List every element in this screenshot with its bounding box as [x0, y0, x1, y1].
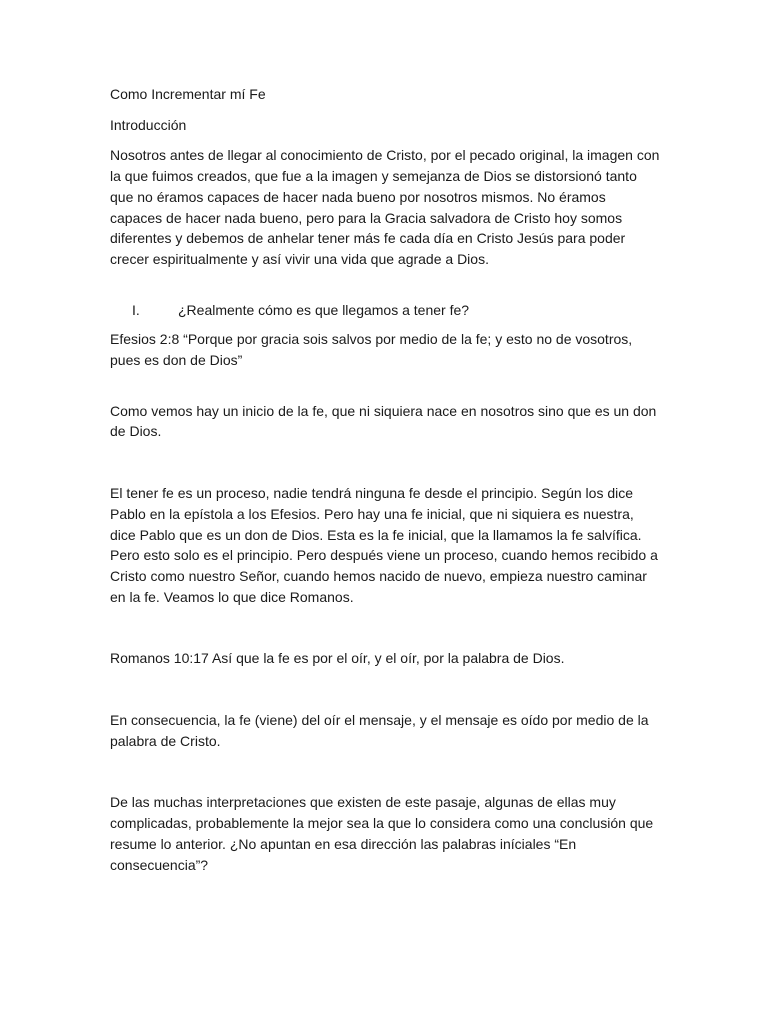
section-heading-text: ¿Realmente cómo es que llegamos a tener fe? — [178, 301, 470, 318]
section-heading-1 — [132, 300, 660, 321]
paragraph-interpretations: De las muchas interpretaciones que existen de este pasaje, algunas de ellas muy complicadas, probablemente la mejor sea la que lo considera como una conclusión que resume lo anterior. ¿No apuntan en esa dirección las palabras iníciales “En consecuencia”? — [110, 794, 654, 873]
paragraph-consequence: En consecuencia, la fe (viene) del oír el mensaje, y el mensaje es oído por medio de la palabra de Cristo. — [110, 712, 649, 749]
document-body — [110, 84, 660, 875]
ephesians-quote: Efesios 2:8 “Porque por gracia sois salvos por medio de la fe; y esto no de vosotros, pues es don de Dios” — [110, 331, 633, 369]
paragraph-faith-start: Como vemos hay un inicio de la fe, que ni siquiera nace en nosotros sino que es un don de Dios. — [110, 402, 657, 440]
document-title: Como Incrementar mí Fe — [110, 86, 266, 102]
intro-paragraph: Nosotros antes de llegar al conocimiento de Cristo, por el pecado original, la imagen con la que fuimos creados, que fue a la imagen y semejanza de Dios se distorsionó tanto que no éramos capaces de hacer nada bueno por nosotros mismos. No éramos capaces de hacer nada bueno, pero para la Gracia salvadora de Cristo hoy somos diferentes y debemos de anhelar tener más fe cada día en Cristo Jesús para poder crecer espiritualmente y así vivir una vida que agrade a Dios. — [110, 147, 660, 267]
paragraph-process: El tener fe es un proceso, nadie tendrá ninguna fe desde el principio. Según los dice Pablo en la epístola a los Efesios. Pero hay una fe inicial, que ni siquiera es nuestra, dice Pablo que es un don de Dios. Esta es la fe inicial, que la llamamos la fe salvífica. Pero esto solo es el principio. Pero después viene un proceso, cuando hemos recibido a Cristo como nuestro Señor, cuando hemos nacido de nuevo, empieza nuestro caminar en la fe. Veamos lo que dice Romanos. — [110, 485, 658, 605]
romans-quote: Romanos 10:17 Así que la fe es por el oír, y el oír, por la palabra de Dios. — [110, 650, 565, 667]
section-number: I. — [132, 301, 140, 318]
intro-heading: Introducción — [110, 116, 187, 133]
